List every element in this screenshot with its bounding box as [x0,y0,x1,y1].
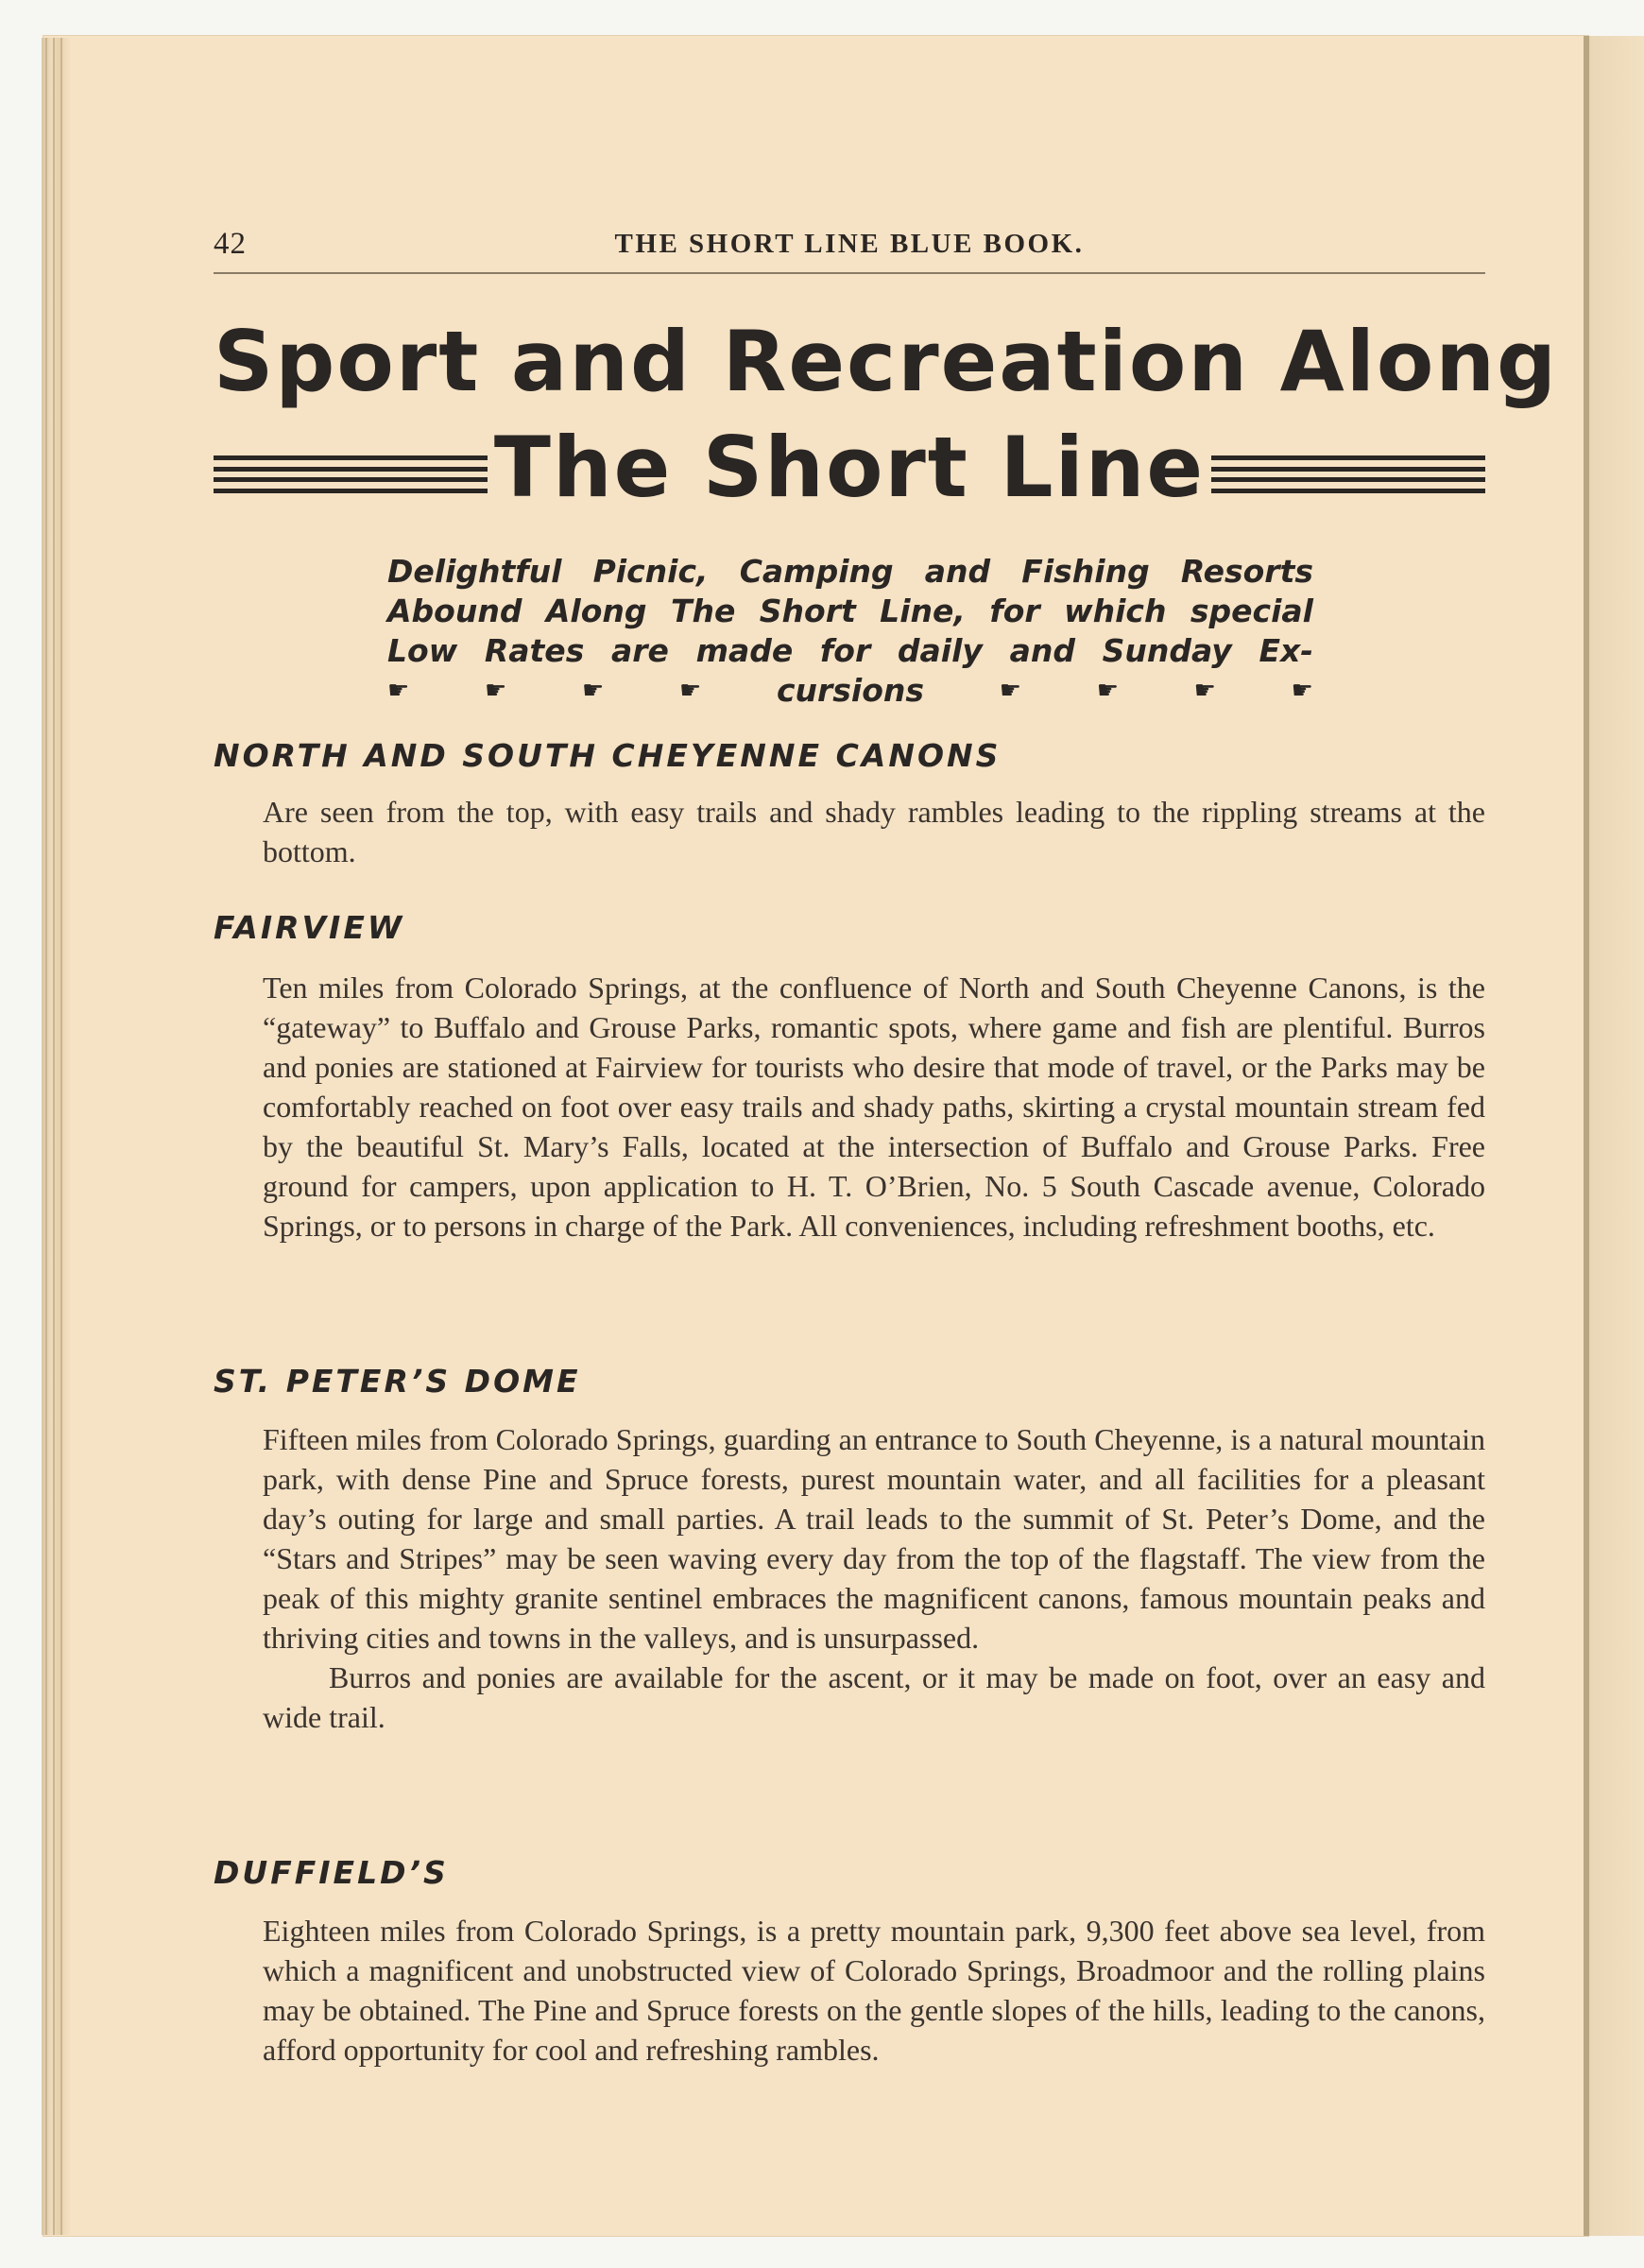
rule-line [1211,489,1485,493]
hand-ornament-icon: ☛ [1096,677,1119,705]
section-heading: FAIRVIEW [214,909,405,946]
section-heading: NORTH AND SOUTH CHEYENNE CANONS [214,737,1002,774]
intro-last-line [387,671,1313,711]
paragraph: Fifteen miles from Colorado Springs, guarding an entrance to South Cheyenne, is a natural mountain park, with dense Pine and Spruce forests, purest mountain water, and all facilities for a pleasant day’s outing for large and small parties. A trail leads to the summit of St. Peter’s Dome, and the “Stars and Stripes” may be seen waving every day from the top of the flagstaff. The view from the peak of this mighty granite sentinel embraces the magnificent canons, famous mountain peaks and thriving cities and towns in the valleys, and is unsurpassed. [263,1422,1485,1655]
paragraph: Burros and ponies are available for the ascent, or it may be made on foot, over an easy and wide trail. [263,1660,1485,1734]
intro-line: Low Rates are made for daily and Sunday Ex- [387,632,1313,669]
paragraph: Are seen from the top, with easy trails and shady rambles leading to the rippling streams at the bottom. [263,795,1485,868]
intro-last-word: cursions [776,672,925,709]
rule-line [214,455,488,460]
page-gutter-edge [42,38,70,2235]
intro-paragraph [387,552,1313,711]
hand-ornament-icon: ☛ [1291,677,1313,705]
running-header [214,227,1485,274]
facing-page-edge [1584,36,1644,2236]
page-edge-line [53,38,55,2235]
hand-ornament-icon: ☛ [387,677,410,705]
section-heading: DUFFIELD’S [214,1854,449,1891]
page-subtitle: The Short Line [493,419,1206,516]
rule-line [1211,455,1485,460]
title-second-line [214,416,1485,520]
rule-line [214,477,488,482]
section-body [263,1419,1485,1737]
page-title: Sport and Recreation Along [214,313,1559,410]
section-heading: ST. PETER’S DOME [214,1363,581,1400]
rule-line [1211,477,1485,482]
decorative-rule-right [1211,455,1485,493]
paragraph: Ten miles from Colorado Springs, at the confluence of North and South Cheyenne Canons, is the “gateway” to Buffalo and Grouse Parks, romantic spots, where game and fish are plentiful. Burros and ponies are stationed at Fairview for tourists who desire that mode of travel, or the Parks may be comfortably reached on foot over easy trails and shady paths, skirting a crystal mountain stream fed by the beautiful St. Mary’s Falls, located at the intersection of Buffalo and Grouse Parks. Free ground for campers, upon application to H. T. O’Brien, No. 5 South Cascade avenue, Colorado Springs, or to persons in charge of the Park. All conveniences, including refreshment booths, etc. [263,971,1485,1243]
facing-page-shadow [1584,36,1589,2236]
hand-ornament-icon: ☛ [484,677,507,705]
hand-ornament-icon: ☛ [581,677,605,705]
page-edge-line [60,38,62,2235]
hand-ornament-icon: ☛ [1193,677,1216,705]
section-body [263,968,1485,1246]
decorative-rule-left [214,455,488,493]
section-body [263,1911,1485,2070]
hand-ornament-icon: ☛ [999,677,1022,705]
running-head: THE SHORT LINE BLUE BOOK. [614,229,1085,259]
rule-line [1211,467,1485,472]
rule-line [214,489,488,493]
paragraph: Eighteen miles from Colorado Springs, is a pretty mountain park, 9,300 feet above sea level, from which a magnificent and unobstructed view of Colorado Springs, Broadmoor and the rolling plains may be obtained. The Pine and Spruce forests on the gentle slopes of the hills, leading to the canons, afford opportunity for cool and refreshing rambles. [263,1914,1485,2067]
page-edge-line [45,38,47,2235]
intro-line: Abound Along The Short Line, for which special [387,593,1313,629]
page-number: 42 [214,227,247,261]
section-body [263,792,1485,871]
rule-line [214,467,488,472]
hand-ornament-icon: ☛ [678,677,702,705]
intro-line: Delightful Picnic, Camping and Fishing Resorts [387,553,1313,590]
